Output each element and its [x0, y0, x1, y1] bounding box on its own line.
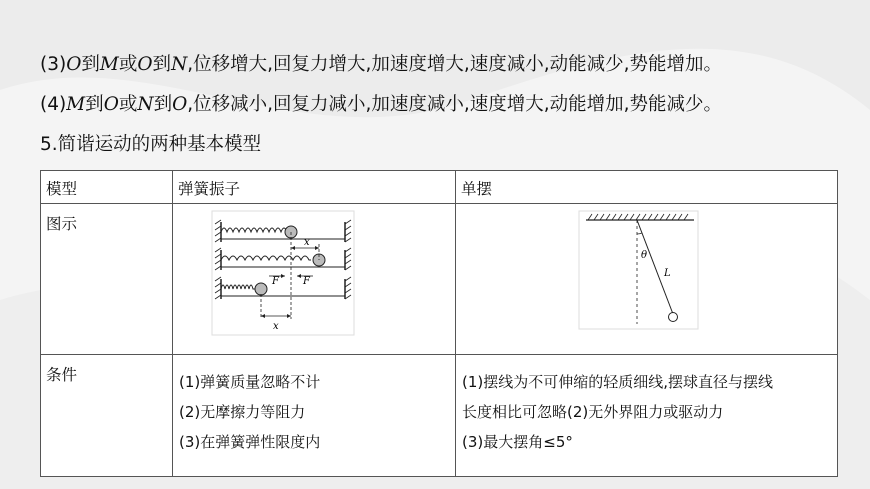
pendulum-condition-1: (1)摆线为不可伸缩的轻质细线,摆球直径与摆线	[462, 373, 774, 391]
pendulum-condition-2: 长度相比可忽略(2)无外界阻力或驱动力	[462, 403, 724, 421]
header-cell-spring: 弹簧振子	[173, 171, 456, 204]
label-f-right: F	[303, 276, 310, 287]
spring-condition-2: (2)无摩擦力等阻力	[179, 403, 306, 421]
spring-condition-3: (3)在弹簧弹性限度内	[179, 433, 321, 451]
spring-oscillator-diagram	[173, 204, 456, 350]
section-title: 5.简谐运动的两种基本模型	[40, 134, 262, 155]
label-x-top: x	[304, 237, 310, 248]
model-table	[40, 170, 838, 477]
row-label-figure: 图示	[41, 204, 173, 355]
text-line-4: (4)M到O或N到O,位移减小,回复力减小,加速度减小,速度增大,动能增加,势能减少。	[40, 94, 723, 115]
label-f-left: F	[272, 276, 279, 287]
pendulum-figure-cell	[456, 204, 838, 355]
table-header-row	[41, 171, 838, 204]
table-row-figure	[41, 204, 838, 355]
label-theta: θ	[641, 250, 648, 261]
label-length: L	[664, 268, 671, 279]
label-x-bottom: x	[273, 321, 279, 332]
table-row-conditions	[41, 355, 838, 477]
spring-conditions-cell	[173, 355, 456, 477]
spring-figure-cell	[173, 204, 456, 355]
simple-pendulum-diagram	[456, 204, 838, 350]
header-cell-model: 模型	[41, 171, 173, 204]
text-line-3: (3)O到M或O到N,位移增大,回复力增大,加速度增大,速度减小,动能减少,势能增加。	[40, 54, 723, 75]
spring-condition-1: (1)弹簧质量忽略不计	[179, 373, 321, 391]
pendulum-condition-3: (3)最大摆角≤5°	[462, 433, 573, 451]
row-label-conditions: 条件	[41, 355, 173, 477]
header-cell-pendulum: 单摆	[456, 171, 838, 204]
pendulum-conditions-cell	[456, 355, 838, 477]
